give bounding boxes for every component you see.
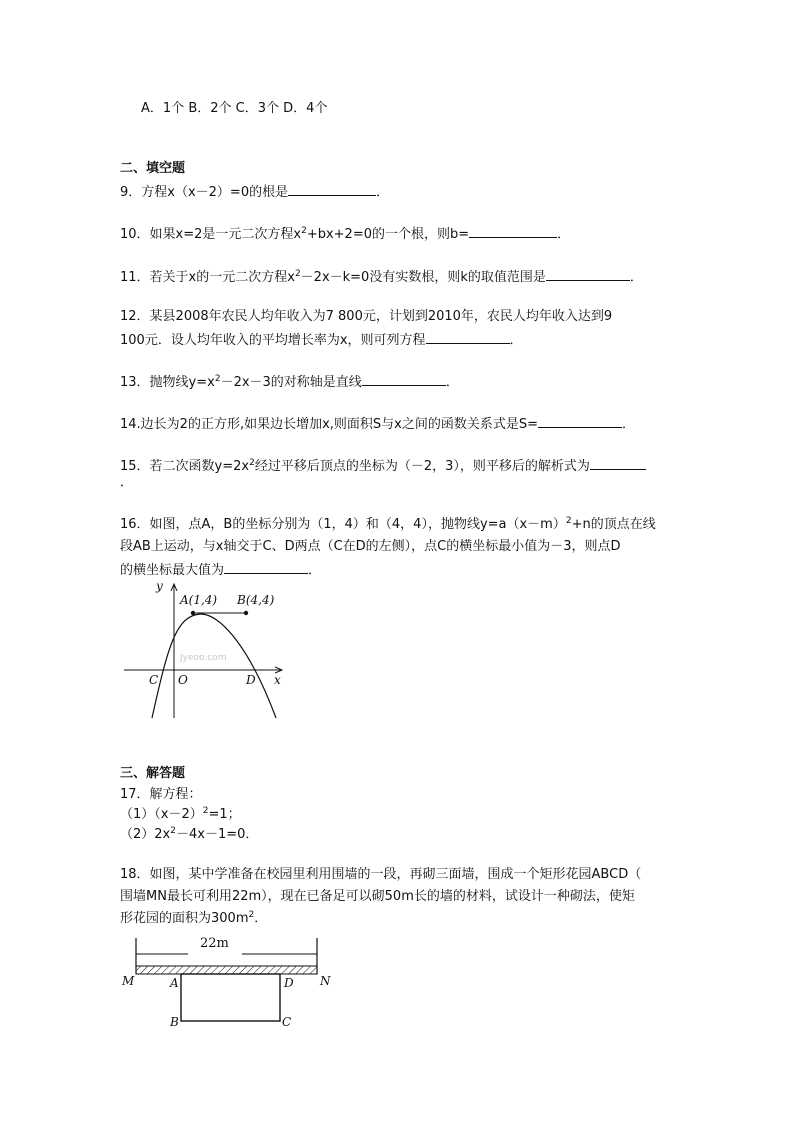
q17-p1-pre: （1）（x－2） [120, 807, 203, 822]
choice-c: C．3个 [235, 101, 280, 116]
question-15 [120, 456, 646, 476]
section3-title: 三、解答题 [120, 766, 186, 781]
choice-d: D．4个 [283, 101, 328, 116]
q11-pre: 11．若关于x的一元二次方程x [120, 270, 295, 285]
q12-end: ． [509, 333, 523, 348]
q12-answer-blank[interactable] [426, 330, 510, 344]
q17-p1-post: =1； [208, 807, 241, 822]
label-m: M [122, 974, 135, 988]
q10-pre: 10．如果x=2是一元二次方程x [120, 227, 302, 242]
figure-parabola [118, 578, 294, 724]
q15-post: 经过平移后顶点的坐标为（－2，3），则平移后的解析式为 [254, 459, 590, 474]
question-14 [120, 414, 635, 434]
garden-rectangle [181, 974, 280, 1021]
section2-title: 二、填空题 [120, 161, 186, 176]
q14-answer-blank[interactable] [538, 414, 622, 428]
q11-sup: 2 [294, 269, 301, 279]
q10-sup: 2 [301, 226, 307, 236]
label-b: B(4,4) [237, 593, 275, 607]
q13-sup: 2 [214, 374, 221, 384]
question-18-line2: 围墙MN最长可利用22m），现在已备足可以砌50m长的墙的材料，试设计一种砌法，使矩 [120, 889, 635, 904]
q9-answer-blank[interactable] [288, 182, 376, 196]
q10-post: +bx+2=0的一个根，则b= [306, 227, 470, 242]
question-12-line1: 12．某县2008年农民人均年收入为7 800元，计划到2010年，农民人均年收入达到9 [120, 309, 613, 324]
q17-p2-sup: 2 [170, 826, 176, 836]
q12-line2-text: 100元．设人均年收入的平均增长率为x，则可列方程 [120, 333, 426, 348]
label-garden-b: B [170, 1015, 179, 1029]
question-13 [120, 372, 459, 392]
figure-garden [118, 932, 336, 1032]
choice-b: B．2个 [188, 101, 232, 116]
label-garden-c: C [282, 1015, 292, 1029]
q15-answer-blank[interactable] [590, 456, 646, 470]
parabola-curve [152, 614, 276, 718]
question-12-line2 [120, 330, 523, 350]
question-17-part2 [120, 826, 258, 844]
q16-answer-blank[interactable] [224, 560, 308, 574]
wall-mn [136, 966, 317, 974]
q15-end: ． [120, 475, 134, 490]
point-b [244, 611, 248, 615]
q13-answer-blank[interactable] [362, 372, 446, 386]
q9-end: ． [376, 185, 390, 200]
question-18-line1: 18．如图，某中学准备在校园里利用围墙的一段，再砌三面墙，围成一个矩形花园ABCD（ [120, 867, 642, 882]
q13-end: ． [445, 375, 459, 390]
question-9 [120, 182, 389, 202]
q16-line1-post: +n的顶点在线 [571, 517, 656, 532]
q16-line3-text: 的横坐标最大值为 [120, 563, 225, 578]
q18-line3-sup: 2 [248, 910, 255, 920]
q15-sup: 2 [249, 458, 255, 468]
question-16-line3 [120, 560, 321, 580]
figure1-watermark: Jyeoo.com [180, 653, 227, 663]
question-11 [120, 267, 643, 287]
q9-text: 9．方程x（x－2）=0的根是 [120, 185, 289, 200]
label-y: y [156, 579, 163, 593]
question-10 [120, 224, 570, 244]
q16-line1-sup: 2 [565, 516, 572, 526]
choice-a: A．1个 [141, 101, 185, 116]
q10-answer-blank[interactable] [469, 224, 557, 238]
label-x: x [274, 673, 281, 687]
question-16-line1 [120, 516, 656, 534]
choices-row [141, 100, 327, 118]
question-17-part1 [120, 806, 241, 824]
q16-line1-pre: 16．如图，点A，B的坐标分别为（1，4）和（4，4），抛物线y=a（x－m） [120, 517, 566, 532]
q18-line3-post: ． [254, 911, 268, 926]
q13-pre: 13．抛物线y=x [120, 375, 215, 390]
label-d: D [246, 673, 256, 687]
q11-answer-blank[interactable] [546, 267, 630, 281]
question-18-line3 [120, 910, 267, 928]
q14-end: ． [622, 417, 636, 432]
q17-p2-post: －4x－1=0． [175, 827, 259, 842]
q17-p1-sup: 2 [202, 806, 209, 816]
label-22m: 22m [200, 936, 229, 951]
q18-line3-pre: 形花园的面积为300m [120, 911, 249, 926]
q15-pre: 15．若二次函数y=2x [120, 459, 250, 474]
question-16-line2: 段AB上运动，与x轴交于C、D两点（C在D的左侧），点C的横坐标最小值为－3，则点D [120, 539, 621, 554]
q16-end: ． [308, 563, 322, 578]
q10-end: ． [557, 227, 571, 242]
question-17-title: 17．解方程： [120, 787, 202, 802]
label-o: O [178, 673, 188, 687]
label-a: A(1,4) [180, 593, 218, 607]
q13-post: －2x－3的对称轴是直线 [220, 375, 362, 390]
q14-text: 14.边长为2的正方形,如果边长增加x,则面积S与x之间的函数关系式是S= [120, 417, 538, 432]
q11-post: －2x－k=0没有实数根，则k的取值范围是 [300, 270, 546, 285]
label-garden-a: A [170, 976, 179, 990]
q17-p2-pre: （2）2x [120, 827, 171, 842]
q11-end: ． [629, 270, 643, 285]
label-c: C [149, 673, 159, 687]
label-n: N [320, 974, 331, 988]
label-garden-d: D [284, 976, 294, 990]
